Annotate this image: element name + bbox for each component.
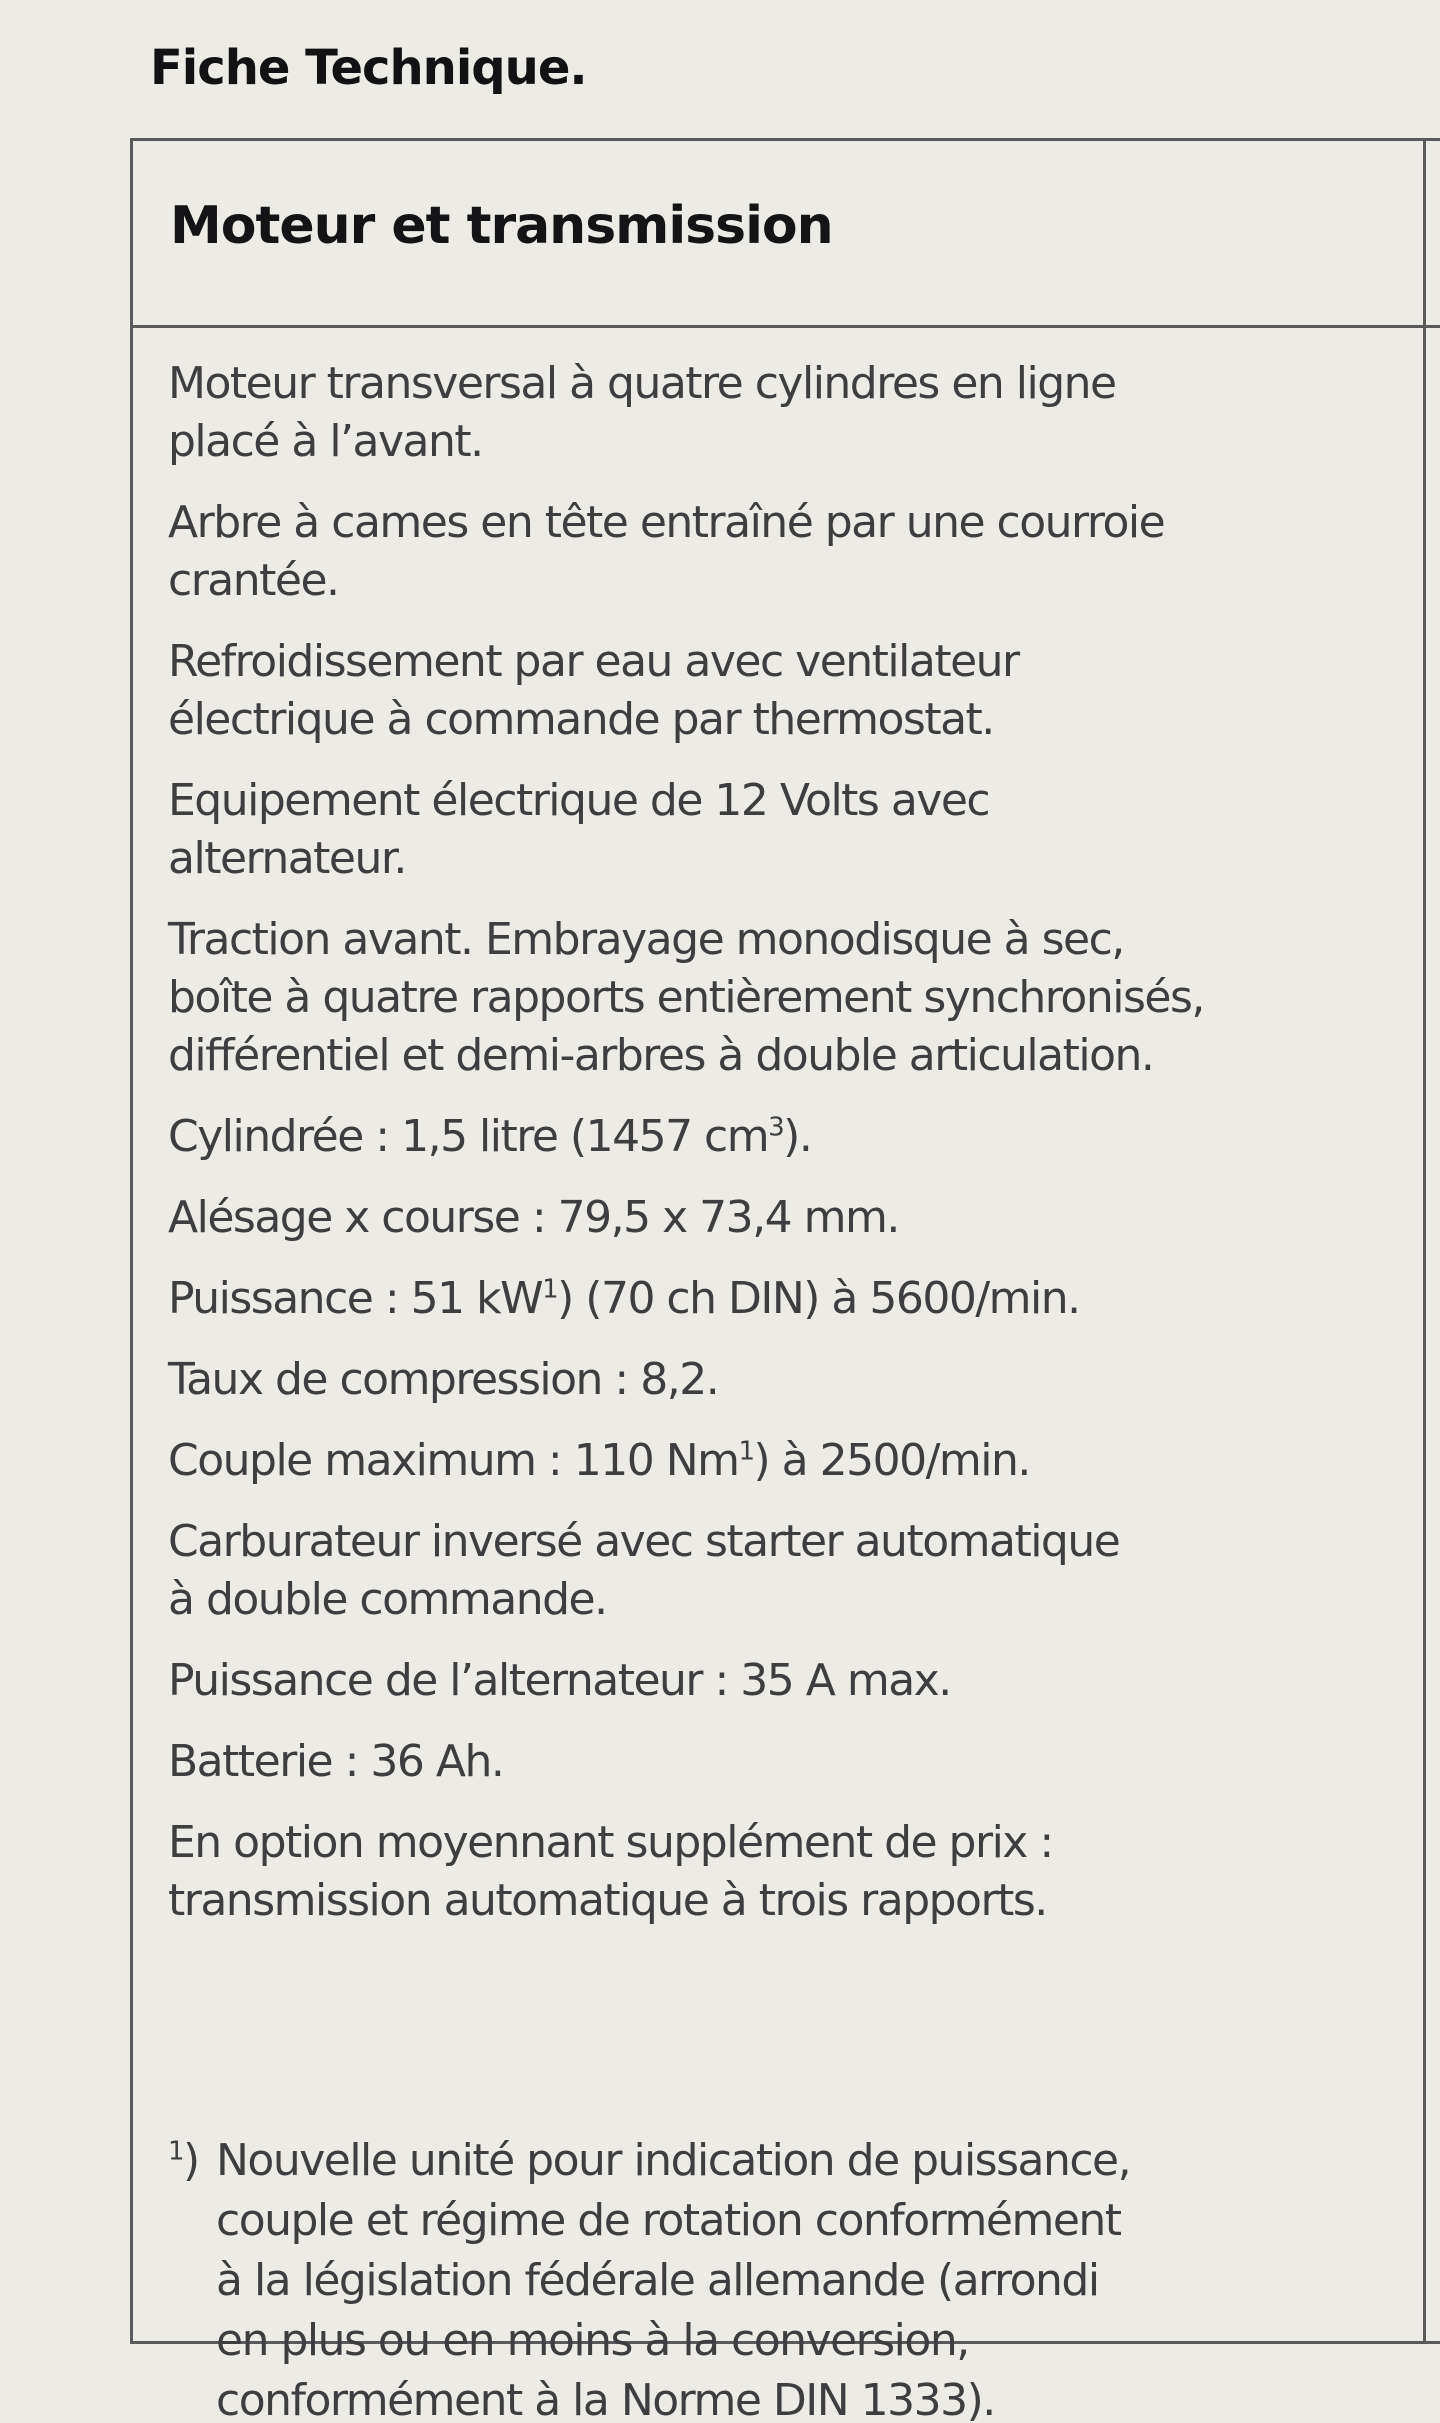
spec-item-power: [168, 1270, 1408, 1328]
page-title: Fiche Technique.: [150, 40, 587, 96]
spec-item-battery: Batterie : 36 Ah.: [168, 1736, 504, 1787]
footnote-number: 1: [168, 2136, 184, 2167]
spec-item-compression: Taux de compression : 8,2.: [168, 1354, 719, 1405]
footnote-ref: 1: [542, 1274, 558, 1305]
footnote: [168, 2131, 1408, 2423]
footnote-ref: 1: [738, 1436, 754, 1467]
spec-list: [168, 355, 1408, 1953]
table-column-divider: [1423, 141, 1426, 2341]
footnote-paren: ): [183, 2135, 199, 2186]
spec-item-bore-stroke: Alésage x course : 79,5 x 73,4 mm.: [168, 1192, 899, 1243]
spec-item-carburetor: Carburateur inversé avec starter automatique à double commande.: [168, 1516, 1120, 1625]
spec-item-power-suffix: ) (70 ch DIN) à 5600/min.: [557, 1273, 1080, 1324]
spec-item-displacement-suffix: ).: [783, 1111, 812, 1162]
spec-item-torque: [168, 1432, 1408, 1490]
spec-item-alternator: Puissance de l’alternateur : 35 A max.: [168, 1655, 951, 1706]
spec-item-electrical: Equipement électrique de 12 Volts avec alternateur.: [168, 775, 990, 884]
superscript-cubed: 3: [768, 1112, 784, 1143]
spec-item-torque-text: Couple maximum : 110 Nm: [168, 1435, 739, 1486]
spec-item-option: En option moyennant supplément de prix : transmission automatique à trois rapports.: [168, 1817, 1053, 1926]
footnote-text: Nouvelle unité pour indication de puissance, couple et régime de rotation conformément à la législation fédérale allemande (arrondi en plus ou en moins à la conversion, conformément à la Norme DIN 1333).: [216, 2135, 1131, 2423]
table-header-row: [130, 141, 1440, 328]
spec-item-torque-suffix: ) à 2500/min.: [753, 1435, 1030, 1486]
spec-item-power-text: Puissance : 51 kW: [168, 1273, 543, 1324]
spec-item-displacement: [168, 1108, 1408, 1166]
spec-item-drivetrain: Traction avant. Embrayage monodisque à sec, boîte à quatre rapports entièrement synchronisés, différentiel et demi-arbres à double articulation.: [168, 914, 1204, 1081]
spec-item-engine-layout: Moteur transversal à quatre cylindres en ligne placé à l’avant.: [168, 358, 1116, 467]
spec-table: [130, 138, 1440, 2423]
footnote-marker: [168, 2131, 199, 2191]
section-heading: Moteur et transmission: [170, 196, 833, 256]
spec-item-camshaft: Arbre à cames en tête entraîné par une courroie crantée.: [168, 497, 1165, 606]
spec-item-displacement-text: Cylindrée : 1,5 litre (1457 cm: [168, 1111, 769, 1162]
table-left-border: [130, 141, 133, 2341]
spec-item-cooling: Refroidissement par eau avec ventilateur électrique à commande par thermostat.: [168, 636, 1019, 745]
